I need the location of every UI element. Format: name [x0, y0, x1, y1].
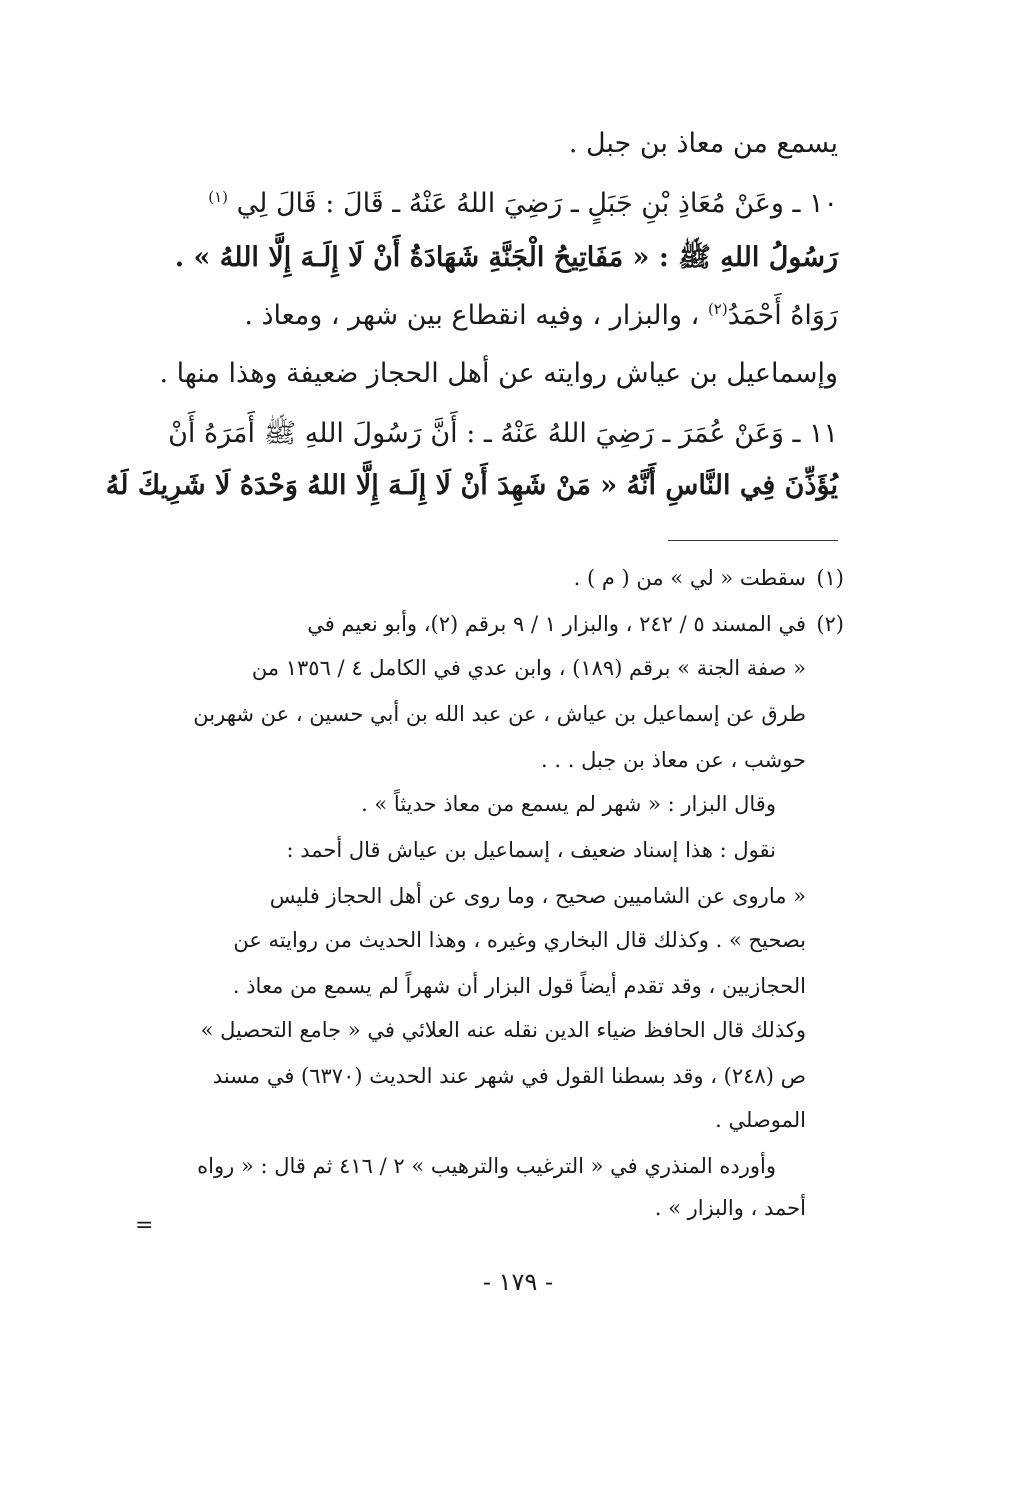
- footnote-2-line-8: بصحيح » . وكذلك قال البخاري وغيره ، وهذا الحديث من روايته عن: [233, 928, 806, 952]
- footnote-2-line-12: الموصلي .: [715, 1108, 806, 1132]
- footnote-marker-2: (٢): [707, 300, 728, 318]
- main-line-4: [166, 300, 838, 331]
- main-line-2: [166, 188, 838, 219]
- footnote-1-line-1: سقطت « لي » من ( م ) .: [573, 566, 806, 590]
- main-line-3: رَسُولُ اللهِ ﷺ : « مَفَاتِيحُ الْجَنَّةِ شَهَادَةُ أَنْ لَا إِلَـهَ إِلَّا اللهُ » .: [174, 242, 838, 273]
- line-4-rest: ، والبزار ، وفيه انقطاع بين شهر ، ومعاذ .: [244, 300, 700, 331]
- footnote-separator: [668, 540, 838, 541]
- footnote-2-line-9: الحجازيين ، وقد تقدم أيضاً قول البزار أن شهراً لم يسمع من معاذ .: [232, 974, 806, 998]
- footnote-marker-1: (١): [208, 188, 229, 206]
- main-line-6: ١١ ـ وَعَنْ عُمَرَ ـ رَضِيَ اللهُ عَنْهُ ـ : أَنَّ رَسُولَ اللهِ ﷺ أَمَرَهُ أَنْ: [168, 418, 838, 449]
- footnote-2-line-1: في المسند ٥ / ٢٤٢ ، والبزار ١ / ٩ برقم (٢)، وأبو نعيم في: [307, 612, 806, 636]
- main-line-1: يسمع من معاذ بن جبل .: [568, 128, 838, 159]
- footnote-2-line-14: أحمد ، والبزار » .: [654, 1196, 806, 1220]
- footnote-2-line-3: طرق عن إسماعيل بن عياش ، عن عبد الله بن أبي حسين ، عن شهربن: [193, 702, 806, 726]
- footnote-2-line-7: « ماروى عن الشاميين صحيح ، وما روى عن أهل الحجاز فليس: [269, 884, 806, 908]
- footnote-2-line-2: « صفة الجنة » برقم (١٨٩) ، وابن عدي في الكامل ٤ / ١٣٥٦ من: [251, 656, 806, 680]
- footnote-2-line-6: نقول : هذا إسناد ضعيف ، إسماعيل بن عياش قال أحمد :: [286, 838, 776, 862]
- main-line-7: يُؤَذِّنَ فِي النَّاسِ أَنَّهُ « مَنْ شَهِدَ أَنْ لَا إِلَـهَ إِلَّا اللهُ وَحْدَهُ لَا شَرِيكَ لَهُ: [105, 470, 838, 501]
- hadith-10-opening: ١٠ ـ وعَنْ مُعَاذِ بْنِ جَبَلٍ ـ رَضِيَ اللهُ عَنْهُ ـ قَالَ : قَالَ لِي: [236, 188, 838, 219]
- footnote-2-line-10: وكذلك قال الحافظ ضياء الدين نقله عنه العلائي في « جامع التحصيل »: [200, 1018, 806, 1042]
- page-number: - ١٧٩ -: [482, 1268, 554, 1296]
- footnote-2-line-13: وأورده المنذري في « الترغيب والترهيب » ٢ / ٤١٦ ثم قال : « رواه: [197, 1154, 776, 1178]
- footnote-2-line-11: ص (٢٤٨) ، وقد بسطنا القول في شهر عند الحديث (٦٣٧٠) في مسند: [212, 1064, 806, 1088]
- footnote-2-line-4: حوشب ، عن معاذ بن جبل . . .: [541, 748, 806, 772]
- footnote-number-2: (٢): [816, 612, 844, 636]
- continuation-mark: =: [135, 1213, 154, 1238]
- main-line-5: وإسماعيل بن عياش روايته عن أهل الحجاز ضعيفة وهذا منها .: [159, 358, 838, 389]
- footnote-number-1: (١): [816, 566, 844, 590]
- rawahu-ahmad: رَوَاهُ أَحْمَدُ: [727, 300, 838, 331]
- footnote-2-line-5: وقال البزار : « شهر لم يسمع من معاذ حديثاً » .: [361, 792, 776, 816]
